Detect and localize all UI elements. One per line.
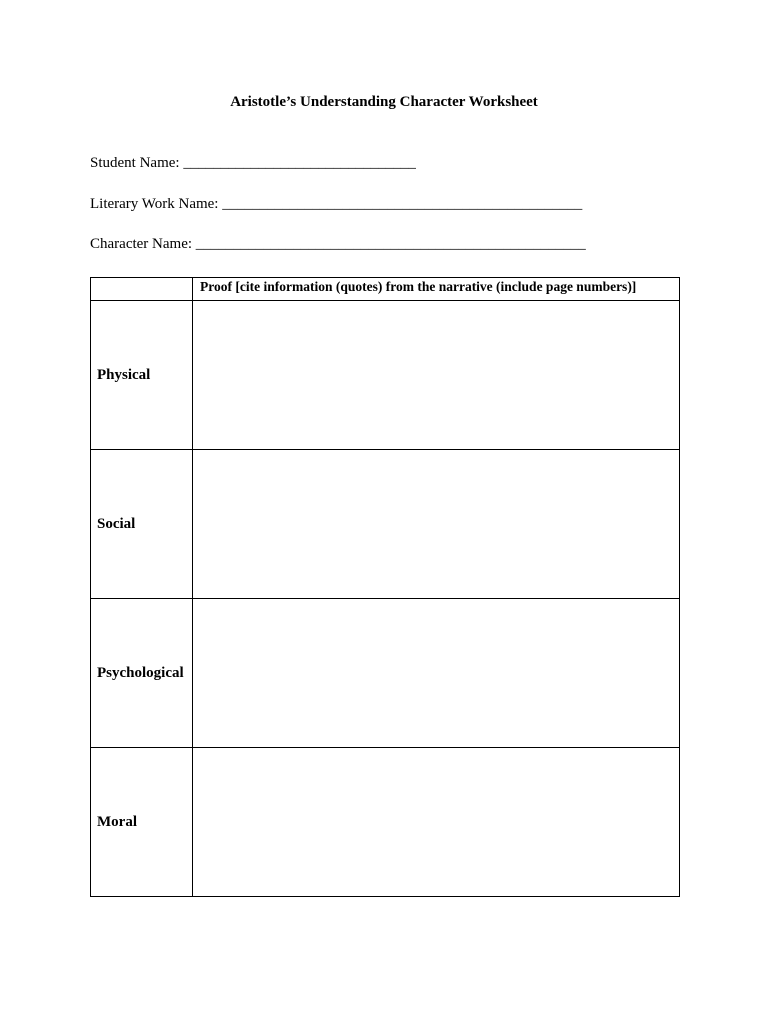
table-row-physical: [91, 301, 680, 450]
table-row-moral: [91, 748, 680, 897]
proof-cell-social[interactable]: [193, 450, 680, 599]
table-row-psychological: [91, 599, 680, 748]
header-blank-cell: [91, 278, 193, 301]
row-label-social: Social: [91, 450, 193, 599]
character-analysis-table: [90, 277, 680, 897]
row-label-physical: Physical: [91, 301, 193, 450]
proof-cell-moral[interactable]: [193, 748, 680, 897]
table-header-row: [91, 278, 680, 301]
proof-header-cell: Proof [cite information (quotes) from the narrative (include page numbers)]: [193, 278, 680, 301]
worksheet-title: Aristotle’s Understanding Character Worksheet: [230, 94, 538, 110]
character-name-field[interactable]: Character Name: ____________________________________________________: [90, 236, 586, 252]
row-label-psychological: Psychological: [91, 599, 193, 748]
table-row-social: [91, 450, 680, 599]
row-label-moral: Moral: [91, 748, 193, 897]
proof-cell-physical[interactable]: [193, 301, 680, 450]
proof-cell-psychological[interactable]: [193, 599, 680, 748]
literary-work-name-field[interactable]: Literary Work Name: ________________________________________________: [90, 196, 583, 212]
student-name-field[interactable]: Student Name: _______________________________: [90, 155, 416, 171]
